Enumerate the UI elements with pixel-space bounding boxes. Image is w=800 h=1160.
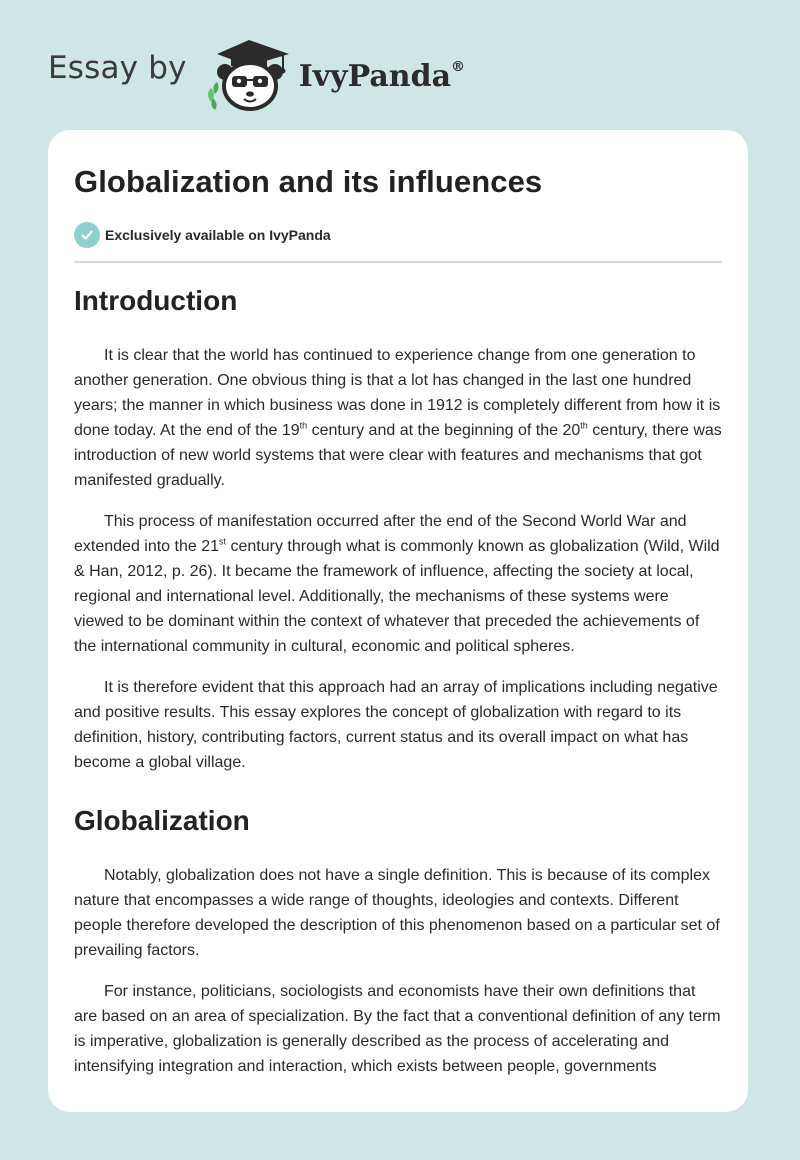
ordinal-suffix: st	[219, 536, 227, 547]
exclusive-label: Exclusively available on IvyPanda	[105, 227, 331, 243]
paragraph: Notably, globalization does not have a single definition. This is because of its complex nature that encompasses a wide range of thoughts, ideologies and contexts. Different people therefore developed the description of this phenomenon based on a particular set of prevailing factors.	[74, 867, 720, 959]
essay-by-label: Essay by	[48, 50, 187, 86]
ivypanda-name: IvyPanda	[298, 58, 452, 94]
paragraph: This process of manifestation occurred after the end of the Second World War and extended into the 21st century through what is commonly known as globalization (Wild, Wild & Han, 2012, p. 26). It became the framework of influence, affecting the society at local, regional and international level. Additionally, the mechanisms of these systems were viewed to be dominant within the context of whatever that preceded the achievements of the international community in cultural, economic and political spheres.	[74, 513, 720, 655]
paragraph: For instance, politicians, sociologists and economists have their own definitions that are based on an area of specialization. By the fact that a conventional definition of any term is imperative, globalization is generally described as the process of accelerating and intensifying integration and interaction, which exists between people, governments	[74, 983, 721, 1075]
section-heading: Introduction	[74, 285, 238, 316]
divider	[74, 261, 722, 263]
paragraph: It is clear that the world has continued to experience change from one generation to another generation. One obvious thing is that a lot has changed in the last one hundred years; the manner in which business was done in 1912 is completely different from how it is done today. At the end of the 19th century and at the beginning of the 20th century, there was introduction of new world systems that were clear with features and mechanisms that got manifested gradually.	[74, 347, 722, 489]
site-header	[48, 36, 465, 112]
registered-mark: ®	[451, 58, 466, 75]
essay-card	[48, 130, 748, 1112]
essay-title: Globalization and its influences	[74, 164, 543, 199]
check-icon	[74, 222, 100, 248]
paragraph: It is therefore evident that this approach had an array of implications including negative and positive results. This essay explores the concept of globalization with regard to its definition, history, contributing factors, current status and its overall impact on what has become a global village.	[74, 679, 718, 771]
panda-logo-icon	[203, 36, 295, 112]
exclusive-badge	[74, 222, 722, 248]
ivypanda-wordmark	[299, 59, 465, 94]
section-heading: Globalization	[74, 805, 250, 836]
ordinal-suffix: th	[299, 420, 308, 431]
ordinal-suffix: th	[580, 420, 588, 431]
